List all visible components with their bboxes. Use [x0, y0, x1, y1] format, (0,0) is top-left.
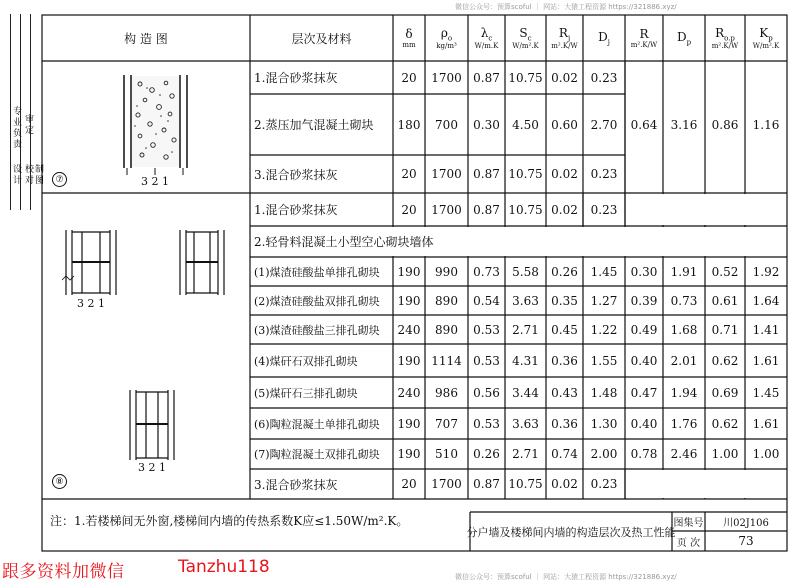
header-dp [663, 15, 705, 61]
header-dj [583, 15, 625, 61]
atlas-label: 图集号 [673, 518, 704, 529]
section-8-row-2-rop: 0.61 [711, 293, 739, 308]
header-construction-diagram: 构 造 图 [124, 31, 168, 46]
section-8-row-7-kp: 1.00 [752, 447, 780, 461]
header-rop [705, 15, 745, 61]
wall-section-8a-diagram [62, 230, 116, 295]
section-7-row-1-material: 1.混合砂浆抹灰 [254, 71, 338, 85]
section-7-row-2-delta: 180 [397, 117, 421, 132]
section-8-row-3-kp: 1.41 [752, 322, 780, 337]
section-8-row-7-rop: 1.00 [711, 447, 739, 461]
section-8-row-1-r: 0.30 [630, 264, 658, 279]
section-8-row-1-rho: 990 [435, 264, 458, 279]
section-8-row-4-dj: 1.55 [590, 353, 618, 368]
section-7-row-3-delta: 20 [401, 167, 417, 181]
section-8-row-4-r: 0.40 [630, 353, 658, 368]
section-8-row-first-rho: 1700 [431, 202, 462, 217]
section-8-row-5-rop: 0.69 [711, 385, 739, 400]
section-7-row-2-rj: 0.60 [551, 117, 578, 132]
section-8-row-4-s: 4.31 [512, 353, 539, 368]
section-8-row-last-s: 10.75 [508, 477, 543, 491]
section-8-group-title: 2.轻骨料混凝土小型空心砌块墙体 [254, 235, 434, 249]
section-8-row-last-material: 3.混合砂浆抹灰 [254, 477, 338, 492]
header-layers: 层次及材料 [291, 31, 352, 46]
section-7-row-3-dj: 0.23 [590, 167, 618, 181]
section-7-row-1-delta: 20 [401, 70, 417, 85]
header-rho [425, 15, 468, 61]
section-8-row-first-s: 10.75 [508, 202, 543, 217]
header-dp-sub: p [686, 38, 692, 47]
section-7-row-1-rj: 0.02 [551, 70, 578, 85]
header-dj-sub: j [607, 38, 610, 47]
header-s-unit: W/m².K [512, 42, 539, 51]
header-rj-symbol: R [558, 25, 568, 40]
section-8-row-7-r: 0.78 [630, 447, 658, 461]
sig-role-4: 设计 [11, 164, 21, 186]
sig-role-2: 审定 [23, 114, 33, 136]
section-8-row-7-delta: 190 [397, 447, 421, 461]
section-7-row-1-lambda: 0.87 [473, 70, 500, 85]
section-8-row-2-s: 3.63 [512, 293, 539, 308]
section-8-diagram-numbers-b: 3 2 1 [138, 460, 166, 474]
section-8-label: ⑧ [52, 474, 67, 489]
section-8-row-6-delta: 190 [397, 416, 421, 431]
section-8-row-3-dp: 1.68 [670, 322, 698, 337]
section-8-row-2-rho: 890 [435, 293, 458, 308]
section-8-row-6-rj: 0.36 [551, 416, 578, 431]
section-7-row-2-material: 2.蒸压加气混凝土砌块 [254, 118, 374, 132]
header-rho-unit: kg/m³ [436, 42, 457, 51]
section-8-row-6-dp: 1.76 [670, 416, 698, 431]
section-8-row-first-material: 1.混合砂浆抹灰 [254, 203, 338, 217]
section-8-row-6-kp: 1.61 [752, 416, 780, 431]
section-8-row-3-rop: 0.71 [711, 322, 739, 337]
header-rop-unit: m².K/W [711, 42, 739, 51]
wall-section-7-diagram [124, 75, 187, 175]
section-7-row-2-s: 4.50 [512, 117, 539, 132]
section-8-row-1-rop: 0.52 [711, 264, 739, 279]
section-8-row-1-s: 5.58 [512, 264, 539, 279]
section-8-row-5-material: (5)煤矸石三排孔砌块 [254, 386, 358, 400]
section-8-row-4-kp: 1.61 [752, 353, 780, 368]
section-8-row-7-dp: 2.46 [670, 447, 698, 461]
section-8-row-1-dp: 1.91 [670, 264, 698, 279]
section-8-row-last-rho: 1700 [431, 477, 462, 491]
section-8-row-3-s: 2.71 [512, 322, 539, 337]
section-7-row-2-lambda: 0.30 [473, 117, 500, 132]
header-dj-symbol: D [598, 29, 608, 44]
section-8-row-2-kp: 1.64 [752, 293, 780, 308]
section-8-row-2-r: 0.39 [630, 293, 658, 308]
section-8-row-1-delta: 190 [397, 264, 421, 279]
red-watermark-right: Tanzhu118 [178, 557, 270, 577]
header-r [625, 15, 663, 61]
section-8-row-6-lambda: 0.53 [473, 416, 500, 431]
section-8-row-2-delta: 190 [397, 293, 421, 308]
section-8-row-5-rho: 986 [435, 385, 458, 400]
section-8-row-5-s: 3.44 [512, 385, 539, 400]
section-8-row-4-dp: 2.01 [670, 353, 698, 368]
section-7-total-kp: 1.16 [752, 117, 780, 132]
section-8-row-3-material: (3)煤渣硅酸盐三排孔砌块 [254, 323, 380, 337]
section-7-row-1-rho: 1700 [431, 70, 462, 85]
top-watermark: 微信公众号：预算scoful ｜ 网站：大猿工程资源 https://321886.xyz/ [455, 3, 677, 11]
section-8-row-7-dj: 2.00 [590, 447, 618, 461]
section-7-row-3-rho: 1700 [431, 167, 462, 181]
header-lambda-symbol: λ [480, 25, 489, 40]
section-8-row-3-r: 0.49 [630, 322, 658, 337]
atlas-number: 川02J106 [723, 518, 769, 529]
section-8-row-7-material: (7)陶粒混凝土双排孔砌块 [254, 448, 380, 461]
section-7-total-dp: 3.16 [670, 117, 698, 132]
header-rj [546, 15, 583, 61]
section-8-row-first-delta: 20 [401, 202, 417, 217]
page-number: 73 [738, 534, 754, 548]
sig-role-3: 校对 [23, 164, 33, 186]
header-kp-symbol: K [759, 25, 769, 40]
section-8-row-6-material: (6)陶粒混凝土单排孔砌块 [254, 417, 380, 431]
bottom-watermark: 微信公众号：预算scoful ｜ 网站：大猿工程资源 https://321886.xyz/ [455, 573, 677, 581]
section-7-label: ⑦ [52, 172, 67, 187]
page-label: 页 次 [676, 537, 701, 549]
section-8-row-6-r: 0.40 [630, 416, 658, 431]
section-7-row-2-rho: 700 [435, 117, 458, 132]
section-8-row-1-material: (1)煤渣硅酸盐单排孔砌块 [254, 265, 380, 279]
section-8-row-6-s: 3.63 [512, 416, 539, 431]
sig-role-1: 专业负责 [11, 106, 21, 150]
section-8-row-3-dj: 1.22 [590, 322, 618, 337]
header-s-sub: c [527, 34, 532, 43]
sig-role-5: 制图 [33, 164, 43, 186]
section-7-row-3-rj: 0.02 [551, 167, 578, 181]
header-rho-sub: o [447, 34, 453, 43]
section-8-row-7-s: 2.71 [512, 447, 539, 461]
header-s [505, 15, 546, 61]
section-7-row-3-s: 10.75 [508, 167, 543, 181]
section-8-row-1-kp: 1.92 [752, 264, 780, 279]
section-8-row-4-rj: 0.36 [551, 353, 578, 368]
red-watermark-left: 跟多资料加微信 [2, 562, 125, 582]
header-rj-sub: j [567, 34, 571, 43]
section-7-diagram-numbers: 3 2 1 [141, 174, 169, 188]
section-8-row-5-kp: 1.45 [752, 385, 780, 400]
header-r-unit: m².K/W [630, 41, 658, 49]
section-8-row-6-dj: 1.30 [590, 416, 618, 431]
section-7-row-3-lambda: 0.87 [473, 167, 500, 181]
section-8-row-3-lambda: 0.53 [473, 322, 500, 337]
section-8-row-7-rho: 510 [435, 447, 458, 461]
header-lambda-unit: W/m.K [474, 42, 499, 51]
section-7-total-r: 0.64 [630, 117, 658, 132]
section-8-row-3-rho: 890 [435, 322, 458, 337]
section-8-row-4-delta: 190 [397, 353, 421, 368]
section-8-row-5-delta: 240 [397, 385, 421, 400]
section-7-row-1-dj: 0.23 [590, 70, 618, 85]
header-rho-symbol: ρ [440, 25, 448, 40]
header-delta-symbol: δ [405, 27, 413, 41]
header-delta-unit: mm [402, 41, 416, 49]
header-delta [393, 15, 425, 61]
section-8-row-first-dj: 0.23 [590, 202, 618, 217]
section-8-row-last-rj: 0.02 [551, 477, 578, 491]
header-s-symbol: S [519, 25, 528, 40]
section-7-row-3-material: 3.混合砂浆抹灰 [254, 167, 338, 182]
section-8-row-6-rho: 707 [435, 416, 458, 431]
section-8-row-4-rop: 0.62 [711, 353, 739, 368]
section-8-row-7-rj: 0.74 [551, 447, 578, 461]
section-8-row-5-r: 0.47 [630, 385, 658, 400]
section-8-row-2-dj: 1.27 [590, 293, 618, 308]
section-8-row-last-lambda: 0.87 [473, 477, 500, 491]
section-8-row-6-rop: 0.62 [711, 416, 739, 431]
header-rj-unit: m².K/W [551, 42, 578, 51]
wall-section-8c-diagram [130, 390, 174, 460]
section-8-row-4-rho: 1114 [431, 353, 462, 368]
section-8-row-1-lambda: 0.73 [473, 264, 500, 279]
section-8-row-2-rj: 0.35 [551, 293, 578, 308]
header-r-symbol: R [639, 27, 649, 41]
header-dp-symbol: D [676, 29, 687, 44]
footnote: 注：1.若楼梯间无外窗,楼梯间内墙的传热系数K应≤1.50W/m².K。 [50, 514, 409, 528]
header-kp-unit: W/m².K [752, 42, 780, 51]
header-lambda [468, 15, 505, 61]
section-8-row-5-dp: 1.94 [670, 385, 698, 400]
section-8-row-4-material: (4)煤矸石双排孔砌块 [254, 354, 358, 368]
section-8-row-last-delta: 20 [401, 477, 417, 491]
section-8-row-3-delta: 240 [397, 322, 421, 337]
section-8-diagram-numbers-a: 3 2 1 [77, 296, 105, 310]
section-8-row-3-rj: 0.45 [551, 322, 578, 337]
section-8-row-1-dj: 1.45 [590, 264, 618, 279]
section-8-row-2-lambda: 0.54 [473, 293, 500, 308]
header-rop-symbol: R [715, 25, 725, 40]
section-8-row-5-rj: 0.43 [551, 385, 578, 400]
section-8-row-4-lambda: 0.53 [473, 353, 500, 368]
section-8-row-5-lambda: 0.56 [473, 385, 500, 400]
section-8-row-1-rj: 0.26 [551, 264, 578, 279]
wall-section-8b-diagram [180, 230, 224, 295]
header-kp-sub: p [768, 34, 773, 43]
section-8-row-7-lambda: 0.26 [473, 447, 500, 461]
section-8-row-5-dj: 1.48 [590, 385, 618, 400]
header-kp [745, 15, 787, 61]
drawing-title: 分户墙及楼梯间内墙的构造层次及热工性能 [466, 525, 676, 539]
header-rop-sub: o.p [724, 34, 735, 43]
section-8-row-last-dj: 0.23 [590, 477, 618, 491]
section-7-row-1-s: 10.75 [508, 70, 543, 85]
section-8-row-first-rj: 0.02 [551, 202, 578, 217]
section-7-row-2-dj: 2.70 [590, 117, 618, 132]
section-8-row-2-dp: 0.73 [670, 293, 698, 308]
header-lambda-sub: c [488, 34, 493, 43]
section-8-row-first-lambda: 0.87 [473, 202, 500, 217]
section-7-total-rop: 0.86 [711, 117, 739, 132]
section-8-row-2-material: (2)煤渣硅酸盐双排孔砌块 [254, 294, 380, 308]
